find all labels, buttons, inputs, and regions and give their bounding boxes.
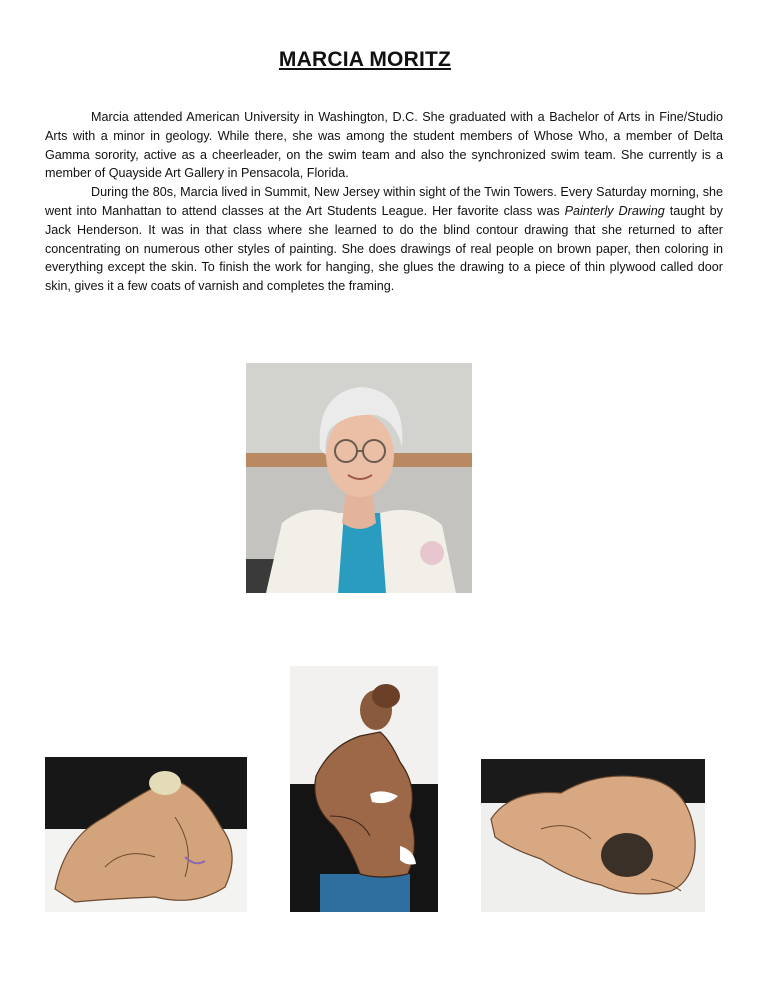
bio-text-b: taught by Jack Henderson. It was in that class where she learned to do the blind contour drawing that she returned to after concentrating on numerous other styles of painting. She does drawings of real people on brown paper, then coloring in everything except the skin. To finish the work for hanging, she glues the drawing to a piece of thin plywood called door skin, gives it a few coats of varnish and completes the framing. [45,203,723,294]
bio-paragraph-1: Marcia attended American University in Washington, D.C. She graduated with a Bachelor of Arts in Fine/Studio Arts with a minor in geology. While there, she was among the student members of Whose Who, a member of Delta Gamma sorority, active as a cheerleader, on the swim team and also the synchronized swim team. She currently is a member of Quayside Art Gallery in Pensacola, Florida. [45,110,723,181]
bio-paragraph-2 [45,183,723,296]
biography [45,108,723,296]
artwork-crouching-figure [45,757,247,912]
class-name: Painterly Drawing [564,203,665,218]
page-title: MARCIA MORITZ [278,48,452,71]
artwork-curled-figure [481,759,705,912]
artwork-seated-woman [290,666,438,912]
bio-text-a: During the 80s, Marcia lived in Summit, New Jersey within sight of the Twin Towers. Every Saturday morning, she went into Manhattan to attend classes at the Art Students League. Her favorite class was [45,185,723,218]
portrait-photo [246,363,472,593]
